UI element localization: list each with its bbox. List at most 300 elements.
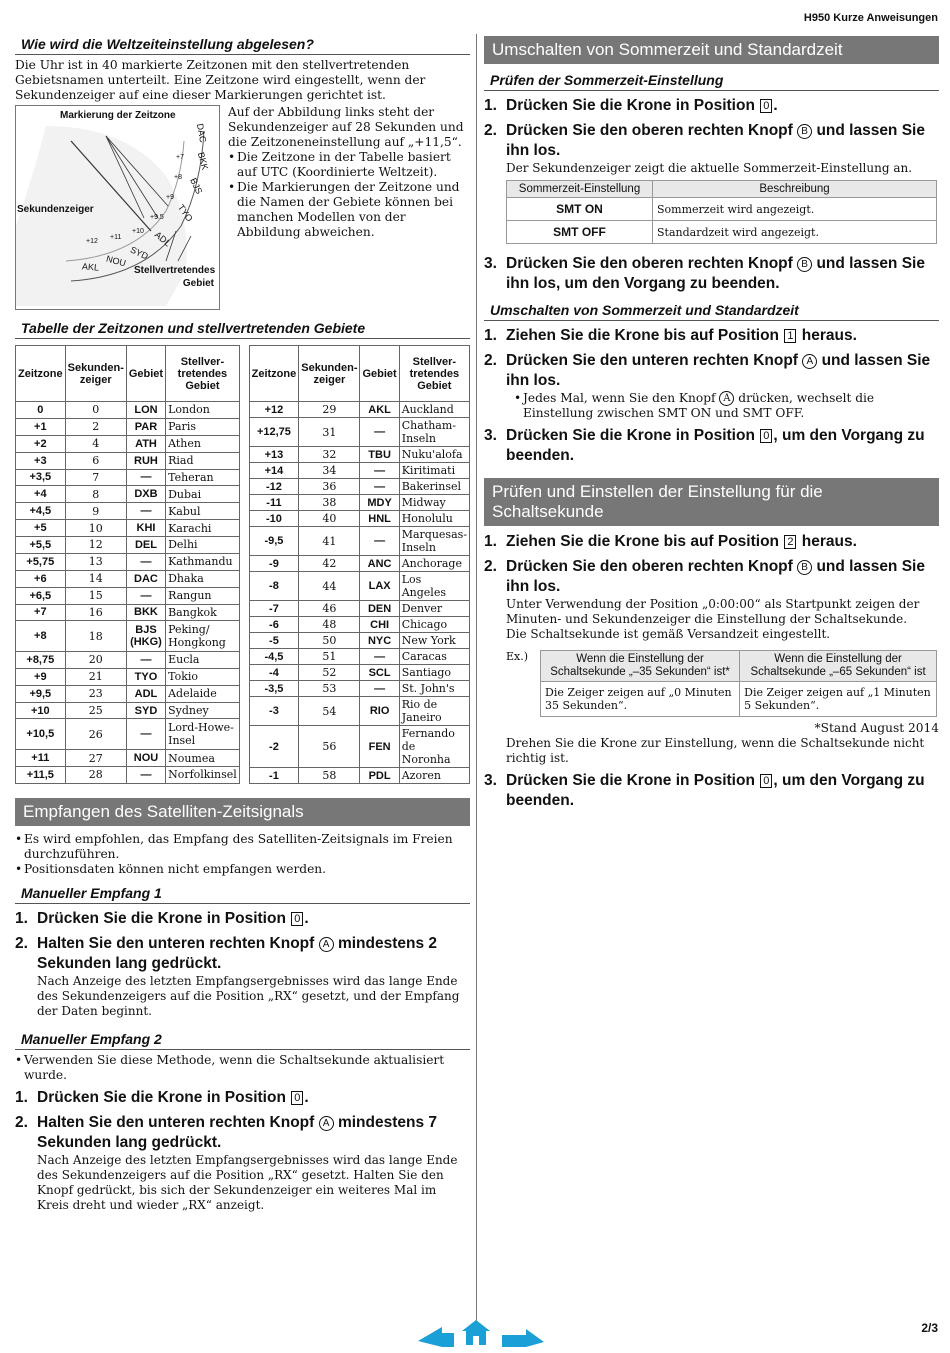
city-code-cell: — <box>360 649 399 665</box>
label-second-hand: Sekundenzeiger <box>17 204 94 215</box>
city-code-cell: RUH <box>126 452 165 469</box>
second-cell: 48 <box>299 617 360 633</box>
timezone-row <box>249 697 469 726</box>
area-cell: Lord-Howe-Insel <box>166 719 240 750</box>
area-cell: Bakerinsel <box>399 479 469 495</box>
nav-icons <box>418 1317 548 1347</box>
zone-cell: +10,5 <box>16 719 66 750</box>
leap-step-1: 1. Ziehen Sie die Krone bis auf Position 2 heraus. <box>484 533 857 550</box>
manual-2-step-1: 1. Drücken Sie die Krone in Position 0 . <box>15 1089 309 1106</box>
city-code-cell: TYO <box>126 668 165 685</box>
crown-position-box: 0 <box>291 1091 303 1105</box>
timezone-row <box>249 665 469 681</box>
dst-check-step-2: 2. Drücken Sie den oberen rechten Knopf B und lassen Sie ihn los. <box>484 122 925 159</box>
leap-example-table <box>540 650 937 717</box>
second-cell: 32 <box>299 447 360 463</box>
second-cell: 20 <box>65 651 126 668</box>
second-cell: 16 <box>65 604 126 621</box>
city-code-cell: AKL <box>360 402 399 418</box>
second-cell: 23 <box>65 685 126 702</box>
timezone-row <box>16 621 240 652</box>
timezone-row <box>249 649 469 665</box>
area-cell: Marquesas-Inseln <box>399 527 469 556</box>
city-code-cell: — <box>126 553 165 570</box>
area-cell: Anchorage <box>399 556 469 572</box>
area-cell: Los Angeles <box>399 572 469 601</box>
second-cell: 38 <box>299 495 360 511</box>
timezone-row <box>16 486 240 503</box>
zone-cell: +12 <box>249 402 299 418</box>
second-cell: 42 <box>299 556 360 572</box>
second-cell: 8 <box>65 486 126 503</box>
area-cell: Norfolkinsel <box>166 766 240 783</box>
area-cell: Kiritimati <box>399 463 469 479</box>
manual-1-step-2: 2. Halten Sie den unteren rechten Knopf A mindestens 2 Sekunden lang gedrückt. <box>15 935 437 972</box>
timezone-row <box>16 435 240 452</box>
zone-cell: +5 <box>16 520 66 537</box>
dst-switch-step-2: 2. Drücken Sie den unteren rechten Knopf A und lassen Sie ihn los. <box>484 352 931 389</box>
button-b-icon: B <box>797 560 812 575</box>
crown-position-box: 2 <box>784 535 796 549</box>
area-cell: Peking/ Hongkong <box>166 621 240 652</box>
zone-cell: +4 <box>16 486 66 503</box>
timezone-row <box>249 418 469 447</box>
second-cell: 31 <box>299 418 360 447</box>
ex-col-65: Wenn die Einstellung der Schaltsekunde „–65 Sekunden“ ist <box>740 651 937 682</box>
area-cell: Riad <box>166 452 240 469</box>
area-cell: Kathmandu <box>166 553 240 570</box>
area-cell: Bangkok <box>166 604 240 621</box>
col-city: Gebiet <box>126 346 165 402</box>
zone-cell: +11,5 <box>16 766 66 783</box>
area-cell: Rio de Janeiro <box>399 697 469 726</box>
area-cell: Chatham-Inseln <box>399 418 469 447</box>
timezone-row <box>249 572 469 601</box>
city-code-cell: — <box>360 681 399 697</box>
zone-cell: +12,75 <box>249 418 299 447</box>
timezone-row <box>249 633 469 649</box>
leap-step-3: 3. Drücken Sie die Krone in Position 0 , um den Vorgang zu beenden. <box>484 772 925 809</box>
second-cell: 50 <box>299 633 360 649</box>
timezone-tables <box>15 345 470 784</box>
col-area: Stellver-tretendes Gebiet <box>399 346 469 402</box>
city-code-cell: NYC <box>360 633 399 649</box>
dial-code-adl: ADL <box>152 229 173 249</box>
second-cell: 21 <box>65 668 126 685</box>
dial-num-12: +12 <box>86 238 98 245</box>
zone-cell: +11 <box>16 750 66 767</box>
back-arrow-icon[interactable] <box>418 1327 454 1347</box>
area-cell: Eucla <box>166 651 240 668</box>
city-code-cell: — <box>360 479 399 495</box>
area-cell: Honolulu <box>399 511 469 527</box>
second-cell: 2 <box>65 418 126 435</box>
timezone-row <box>16 766 240 783</box>
timezone-row <box>16 719 240 750</box>
smt-row-on: SMT ON Sommerzeit wird angezeigt. <box>507 198 937 221</box>
dial-code-syd: SYD <box>128 244 150 262</box>
dst-switch-step-1: 1. Ziehen Sie die Krone bis auf Position 1 heraus. <box>484 327 857 344</box>
world-time-intro: Die Uhr ist in 40 markierte Zeitzonen mit den stellvertretenden Gebietsnamen unterteilt. Eine Zeitzone wird eingestellt, wenn der Sekundenzeiger auf eine dieser Markierungen gerichtet ist. <box>15 58 426 102</box>
button-a-icon: A <box>319 937 334 952</box>
smt-table <box>506 180 937 244</box>
second-cell: 44 <box>299 572 360 601</box>
second-cell: 26 <box>65 719 126 750</box>
city-code-cell: — <box>126 469 165 486</box>
timezone-table-heading: Tabelle der Zeitzonen und stellvertretenden Gebiete <box>15 318 470 339</box>
leap-step-2: 2. Drücken Sie den oberen rechten Knopf B und lassen Sie ihn los. <box>484 558 925 595</box>
timezone-row <box>16 418 240 435</box>
button-a-icon: A <box>319 1116 334 1131</box>
area-cell: Karachi <box>166 520 240 537</box>
area-cell: Auckland <box>399 402 469 418</box>
second-cell: 14 <box>65 570 126 587</box>
city-code-cell: TBU <box>360 447 399 463</box>
zone-cell: +6,5 <box>16 587 66 604</box>
zone-cell: -6 <box>249 617 299 633</box>
col-city: Gebiet <box>360 346 399 402</box>
dial-code-nou: NOU <box>105 253 127 269</box>
second-cell: 12 <box>65 537 126 554</box>
button-b-icon: B <box>797 124 812 139</box>
zone-cell: +8 <box>16 621 66 652</box>
second-cell: 54 <box>299 697 360 726</box>
area-cell: Chicago <box>399 617 469 633</box>
col-area: Stellver-tretendes Gebiet <box>166 346 240 402</box>
zone-cell: +9,5 <box>16 685 66 702</box>
leap-turn-note: Drehen Sie die Krone zur Einstellung, wenn die Schaltsekunde nicht richtig ist. <box>506 736 925 765</box>
city-code-cell: ATH <box>126 435 165 452</box>
area-cell: Denver <box>399 601 469 617</box>
col-zone: Zeitzone <box>249 346 299 402</box>
crown-position-box: 0 <box>760 429 772 443</box>
timezone-row <box>16 604 240 621</box>
second-cell: 34 <box>299 463 360 479</box>
timezone-row <box>249 495 469 511</box>
timezone-row <box>249 447 469 463</box>
dial-illustration <box>15 105 220 310</box>
area-cell: Dubai <box>166 486 240 503</box>
dial-code-tyo: TYO <box>175 202 195 224</box>
zone-cell: -11 <box>249 495 299 511</box>
document-title: H950 Kurze Anweisungen <box>803 12 938 24</box>
right-column <box>484 34 939 811</box>
zone-cell: -4 <box>249 665 299 681</box>
city-code-cell: — <box>360 463 399 479</box>
area-cell: Noumea <box>166 750 240 767</box>
city-code-cell: DXB <box>126 486 165 503</box>
zone-cell: +3 <box>16 452 66 469</box>
page-number: 2/3 <box>921 1321 938 1335</box>
second-cell: 53 <box>299 681 360 697</box>
crown-position-box: 0 <box>291 912 303 926</box>
timezone-row <box>249 527 469 556</box>
city-code-cell: PAR <box>126 418 165 435</box>
timezone-row <box>249 726 469 768</box>
timezone-row <box>249 768 469 784</box>
city-code-cell: LAX <box>360 572 399 601</box>
city-code-cell: — <box>126 503 165 520</box>
second-cell: 10 <box>65 520 126 537</box>
city-code-cell: FEN <box>360 726 399 768</box>
timezone-row <box>16 651 240 668</box>
timezone-row <box>249 463 469 479</box>
area-cell: Midway <box>399 495 469 511</box>
city-code-cell: ANC <box>360 556 399 572</box>
dial-code-bkk: BKK <box>195 151 211 171</box>
city-code-cell: SYD <box>126 702 165 719</box>
zone-cell: +6 <box>16 570 66 587</box>
zone-cell: +14 <box>249 463 299 479</box>
timezone-table-a-body <box>16 402 240 784</box>
area-cell: Adelaide <box>166 685 240 702</box>
zone-cell: -10 <box>249 511 299 527</box>
area-cell: Nuku'alofa <box>399 447 469 463</box>
second-cell: 15 <box>65 587 126 604</box>
manual-2-step-2-detail: Nach Anzeige des letzten Empfangsergebnisses wird das lange Ende des Sekundenzeigers auf die Position „RX“ gesetzt. Halten Sie den Knopf gedrückt, bis sich der Sekundenzeiger ein weiteres Mal im Kreis dreht und wieder „RX“ anzeigt. <box>37 1153 458 1212</box>
second-cell: 56 <box>299 726 360 768</box>
city-code-cell: MDY <box>360 495 399 511</box>
dial-code-bjs: BJS <box>188 176 205 196</box>
leap-example <box>506 650 939 717</box>
dial-code-dac: DAC <box>194 122 209 144</box>
second-cell: 36 <box>299 479 360 495</box>
dial-code-akl: AKL <box>81 261 100 273</box>
area-cell: Athen <box>166 435 240 452</box>
ex-cell-35: Die Zeiger zeigen auf „0 Minuten 35 Sekunden“. <box>541 682 740 717</box>
second-cell: 27 <box>65 750 126 767</box>
dial-num-8: +8 <box>174 174 182 181</box>
timezone-row <box>249 681 469 697</box>
area-cell: Santiago <box>399 665 469 681</box>
second-cell: 4 <box>65 435 126 452</box>
timezone-row <box>249 511 469 527</box>
second-cell: 28 <box>65 766 126 783</box>
manual-2-bullet: • Verwenden Sie diese Methode, wenn die Schaltsekunde aktualisiert wurde. <box>15 1053 445 1082</box>
button-b-icon: B <box>797 257 812 272</box>
city-code-cell: BJS (HKG) <box>126 621 165 652</box>
timezone-row <box>16 587 240 604</box>
city-code-cell: PDL <box>360 768 399 784</box>
label-representative-area: Stellvertretendes Gebiet <box>134 265 216 289</box>
timezone-row <box>16 685 240 702</box>
zone-cell: -8 <box>249 572 299 601</box>
area-cell: Tokio <box>166 668 240 685</box>
dst-switch-heading: Umschalten von Sommerzeit und Standardzeit <box>484 300 939 321</box>
timezone-table-b-body <box>249 402 469 784</box>
zone-cell: -1 <box>249 768 299 784</box>
smt-col-setting: Sommerzeit-Einstellung <box>507 181 653 198</box>
second-cell: 7 <box>65 469 126 486</box>
illustration-notes <box>228 105 470 310</box>
second-cell: 46 <box>299 601 360 617</box>
zone-cell: -12 <box>249 479 299 495</box>
leap-step-2-detail-2: Die Schaltsekunde ist gemäß Versandzeit eingestellt. <box>506 627 831 641</box>
area-cell: London <box>166 402 240 419</box>
city-code-cell: — <box>126 651 165 668</box>
second-cell: 29 <box>299 402 360 418</box>
zone-cell: -9 <box>249 556 299 572</box>
second-cell: 58 <box>299 768 360 784</box>
manual-1-heading: Manueller Empfang 1 <box>15 883 470 904</box>
second-cell: 25 <box>65 702 126 719</box>
zone-cell: +9 <box>16 668 66 685</box>
forward-arrow-icon[interactable] <box>502 1329 544 1347</box>
area-cell: Caracas <box>399 649 469 665</box>
second-cell: 18 <box>65 621 126 652</box>
timezone-table-b <box>249 345 470 784</box>
dst-check-step-2-detail: Der Sekundenzeiger zeigt die aktuelle Sommerzeit-Einstellung an. <box>506 161 913 175</box>
timezone-row <box>16 553 240 570</box>
dst-switch-bullet: • Jedes Mal, wenn Sie den Knopf A drücken, wechselt die Einstellung zwischen SMT ON und SMT OFF. <box>514 391 875 420</box>
timezone-row <box>16 537 240 554</box>
leap-step-2-detail: Unter Verwendung der Position „0:00:00“ als Startpunkt zeigen der Minuten- und Sekundenzeiger die Einstellung der Schaltsekunde. <box>506 597 920 626</box>
timezone-row <box>16 503 240 520</box>
city-code-cell: SCL <box>360 665 399 681</box>
dst-switch-step-3: 3. Drücken Sie die Krone in Position 0 , um den Vorgang zu beenden. <box>484 427 925 464</box>
zone-cell: +5,75 <box>16 553 66 570</box>
second-cell: 0 <box>65 402 126 419</box>
col-second: Sekunden-zeiger <box>65 346 126 402</box>
world-time-heading: Wie wird die Weltzeiteinstellung abgelesen? <box>15 34 470 55</box>
zone-cell: +2 <box>16 435 66 452</box>
dial-num-9-5: +9.5 <box>150 214 164 221</box>
dst-check-step-3: 3. Drücken Sie den oberen rechten Knopf B und lassen Sie ihn los, um den Vorgang zu beenden. <box>484 255 925 292</box>
page-navigation <box>418 1317 548 1347</box>
zone-cell: +1 <box>16 418 66 435</box>
note-main: Auf der Abbildung links steht der Sekundenzeiger auf 28 Sekunden und die Zeitzoneneinstellung auf „+11,5“. <box>228 105 464 149</box>
dst-check-heading: Prüfen der Sommerzeit-Einstellung <box>484 70 939 91</box>
ex-cell-65: Die Zeiger zeigen auf „1 Minuten 5 Sekunden“. <box>740 682 937 717</box>
zone-cell: -5 <box>249 633 299 649</box>
timezone-row <box>249 402 469 418</box>
city-code-cell: HNL <box>360 511 399 527</box>
manual-2-heading: Manueller Empfang 2 <box>15 1029 470 1050</box>
city-code-cell: — <box>360 527 399 556</box>
note-models: • Die Markierungen der Zeitzone und die Namen der Gebiete können bei manchen Modellen von der Abbildung abweichen. <box>228 180 460 239</box>
second-cell: 51 <box>299 649 360 665</box>
timezone-row <box>16 668 240 685</box>
zone-cell: +4,5 <box>16 503 66 520</box>
area-cell: Azoren <box>399 768 469 784</box>
zone-cell: +8,75 <box>16 651 66 668</box>
timezone-row <box>16 520 240 537</box>
city-code-cell: BKK <box>126 604 165 621</box>
stand-note: *Stand August 2014 <box>814 721 939 735</box>
area-cell: Paris <box>166 418 240 435</box>
timezone-row <box>16 452 240 469</box>
label-timezone-marker: Markierung der Zeitzone <box>60 110 176 121</box>
col-second: Sekunden-zeiger <box>299 346 360 402</box>
manual-1-step-2-detail: Nach Anzeige des letzten Empfangsergebnisses wird das lange Ende des Sekundenzeigers auf die Position „RX“ gesetzt, und der Empfang der Daten beginnt. <box>37 974 460 1018</box>
crown-position-box: 0 <box>760 99 772 113</box>
city-code-cell: — <box>126 587 165 604</box>
timezone-row <box>249 479 469 495</box>
satellite-bullet-2: • Positionsdaten können nicht empfangen werden. <box>15 862 327 876</box>
timezone-table-a <box>15 345 240 784</box>
timezone-row <box>16 750 240 767</box>
timezone-row <box>249 556 469 572</box>
dial-num-11: +11 <box>110 234 122 241</box>
left-column <box>15 34 470 1213</box>
button-a-icon: A <box>719 391 734 406</box>
home-icon[interactable] <box>462 1320 490 1345</box>
manual-1-step-1: 1. Drücken Sie die Krone in Position 0 . <box>15 910 309 927</box>
area-cell: Sydney <box>166 702 240 719</box>
city-code-cell: DAC <box>126 570 165 587</box>
area-cell: Fernando de Noronha <box>399 726 469 768</box>
button-a-icon: A <box>802 354 817 369</box>
zone-cell: +13 <box>249 447 299 463</box>
zone-cell: +10 <box>16 702 66 719</box>
city-code-cell: DEN <box>360 601 399 617</box>
area-cell: Dhaka <box>166 570 240 587</box>
zone-cell: -7 <box>249 601 299 617</box>
manual-2-step-2: 2. Halten Sie den unteren rechten Knopf A mindestens 7 Sekunden lang gedrückt. <box>15 1114 437 1151</box>
city-code-cell: CHI <box>360 617 399 633</box>
area-cell: New York <box>399 633 469 649</box>
example-label: Ex.) <box>506 650 529 663</box>
zone-cell: -3,5 <box>249 681 299 697</box>
area-cell: Rangun <box>166 587 240 604</box>
zone-cell: +3,5 <box>16 469 66 486</box>
second-cell: 13 <box>65 553 126 570</box>
timezone-row <box>16 702 240 719</box>
smt-row-off: SMT OFF Standardzeit wird angezeigt. <box>507 221 937 244</box>
zone-cell: -2 <box>249 726 299 768</box>
timezone-row <box>249 617 469 633</box>
city-code-cell: RIO <box>360 697 399 726</box>
note-utc: • Die Zeitzone in der Tabelle basiert auf UTC (Koordinierte Weltzeit). <box>228 150 451 179</box>
city-code-cell: DEL <box>126 537 165 554</box>
second-cell: 9 <box>65 503 126 520</box>
second-cell: 6 <box>65 452 126 469</box>
column-divider <box>476 34 477 1324</box>
illustration-block <box>15 105 470 310</box>
timezone-row <box>16 469 240 486</box>
dial-num-9: +9 <box>166 194 174 201</box>
second-cell: 52 <box>299 665 360 681</box>
area-cell: Delhi <box>166 537 240 554</box>
dial-num-7: +7 <box>176 154 184 161</box>
zone-cell: -3 <box>249 697 299 726</box>
second-cell: 41 <box>299 527 360 556</box>
smt-col-desc: Beschreibung <box>653 181 937 198</box>
area-cell: St. John's <box>399 681 469 697</box>
crown-position-box: 1 <box>784 329 796 343</box>
crown-position-box: 0 <box>760 774 772 788</box>
ex-col-35: Wenn die Einstellung der Schaltsekunde „–35 Sekunden“ ist* <box>541 651 740 682</box>
area-cell: Teheran <box>166 469 240 486</box>
zone-cell: +7 <box>16 604 66 621</box>
city-code-cell: ADL <box>126 685 165 702</box>
zone-cell: -4,5 <box>249 649 299 665</box>
leap-heading: Prüfen und Einstellen der Einstellung für die Schaltsekunde <box>484 478 939 526</box>
satellite-bullet-1: • Es wird empfohlen, das Empfang des Satelliten-Zeitsignals im Freien durchzuführen. <box>15 832 453 861</box>
city-code-cell: LON <box>126 402 165 419</box>
dst-heading: Umschalten von Sommerzeit und Standardzeit <box>484 36 939 64</box>
dial-num-10: +10 <box>132 228 144 235</box>
zone-cell: +5,5 <box>16 537 66 554</box>
timezone-row <box>16 402 240 419</box>
city-code-cell: — <box>126 719 165 750</box>
city-code-cell: KHI <box>126 520 165 537</box>
city-code-cell: — <box>126 766 165 783</box>
city-code-cell: — <box>360 418 399 447</box>
col-zone: Zeitzone <box>16 346 66 402</box>
timezone-row <box>249 601 469 617</box>
area-cell: Kabul <box>166 503 240 520</box>
